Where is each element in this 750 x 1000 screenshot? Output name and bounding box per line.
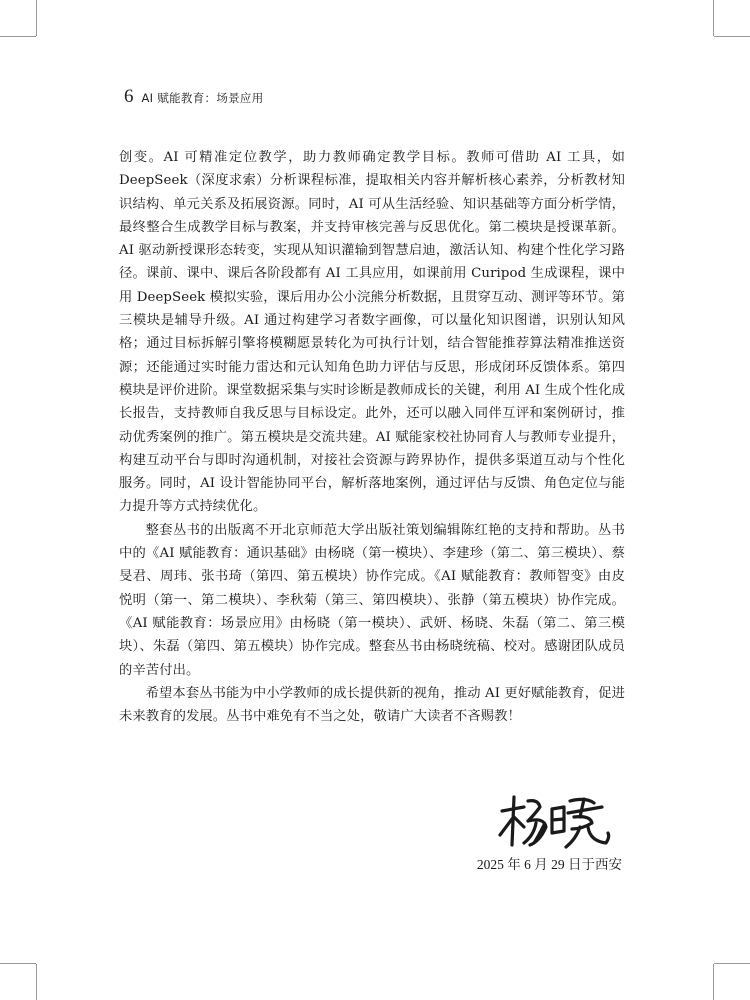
handwritten-signature (494, 793, 614, 853)
date-line: 2025 年 6 月 29 日于西安 (476, 857, 622, 872)
running-header (124, 86, 264, 108)
crop-mark (36, 0, 37, 36)
crop-mark (713, 964, 714, 1000)
crop-mark (713, 0, 714, 36)
page-number: 6 (124, 86, 134, 107)
crop-mark (0, 963, 36, 964)
paragraph: 整套丛书的出版离不开北京师范大学出版社策划编辑陈红艳的支持和帮助。丛书中的《AI 赋能教育：通识基础》由杨晓（第一模块）、李建珍（第二、第三模块）、蔡旻君、周玮、张书琦（第四、第五模块）协作完成。《AI 赋能教育：教师智变》由皮悦明（第一、第二模块）、李秋菊（第三、第四模块）、张静（第五模块）协作完成。《AI 赋能教育：场景应用》由杨晓（第一模块）、武妍、杨晓、朱磊（第二、第三模块）、朱磊（第四、第五模块）协作完成。整套丛书由杨晓统稿、校对。感谢团队成员的辛苦付出。 (119, 522, 625, 678)
crop-mark (714, 963, 750, 964)
running-title: AI 赋能教育：场景应用 (141, 91, 264, 105)
crop-mark (36, 964, 37, 1000)
paragraph: 创变。AI 可精准定位教学，助力教师确定教学目标。教师可借助 AI 工具，如 DeepSeek（深度求索）分析课程标准，提取相关内容并解析核心素养，分析教材知识结构、单元关系及拓展资源。同时，AI 可从生活经验、知识基础等方面分析学情，最终整合生成教学目标与教案，并支持审核完善与反思优化。第二模块是授课革新。AI 驱动新授课形态转变，实现从知识灌输到智慧启迪，激活认知、构建个性化学习路径。课前、课中、课后各阶段都有 AI 工具应用，如课前用 Curipod 生成课程，课中用 DeepSeek 模拟实验，课后用办公小浣熊分析数据，且贯穿互动、测评等环节。第三模块是辅导升级。AI 通过构建学习者数字画像，可以量化知识图谱，识别认知风格；通过目标拆解引擎将模糊愿景转化为可执行计划，结合智能推荐算法精准推送资源；还能通过实时能力雷达和元认知角色助力评估与反思，形成闭环反馈体系。第四模块是评价进阶。课堂数据采集与实时诊断是教师成长的关键，利用 AI 生成个性化成长报告，支持教师自我反思与目标设定。此外，还可以融入同伴互评和案例研讨，推动优秀案例的推广。第五模块是交流共建。AI 赋能家校社协同育人与教师专业提升，构建互动平台与即时沟通机制，对接社会资源与跨界协作，提供多渠道互动与个性化服务。同时，AI 设计智能协同平台，解析落地案例，通过评估与反馈、角色定位与能力提升等方式持续优化。 (119, 150, 625, 515)
crop-mark (714, 36, 750, 37)
body-text (119, 146, 625, 728)
paragraph: 希望本套丛书能为中小学教师的成长提供新的视角，推动 AI 更好赋能教育，促进未来教育的发展。丛书中难免有不当之处，敬请广大读者不吝赐教！ (119, 685, 625, 725)
crop-mark (0, 36, 36, 37)
